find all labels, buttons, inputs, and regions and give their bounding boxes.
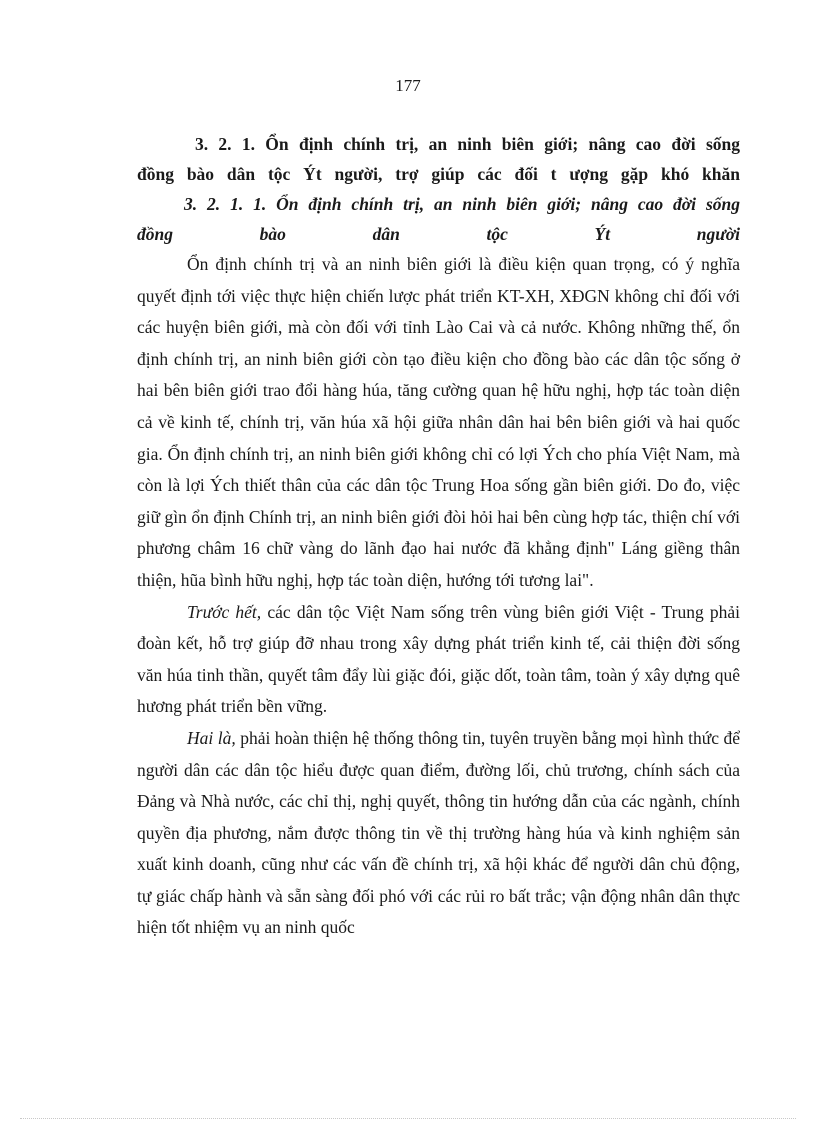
paragraph-2-text: các dân tộc Việt Nam sống trên vùng biên giới Việt - Trung phải đoàn kết, hỗ trợ giúp đỡ nhau trong xây dựng phát triển kinh tế, cải thiện đời sống văn húa tinh thần, quyết tâm đẩy lùi giặc đói, giặc dốt, toàn tâm, toàn ý xây dựng quê hương phát triển bền vững. <box>137 601 741 717</box>
paragraph-3 <box>137 723 740 944</box>
paragraph-2 <box>137 597 740 723</box>
section-heading-line-1: 3. 2. 1. Ổn định chính trị, an ninh biên giới; nâng cao đời sống <box>195 134 740 154</box>
page-body <box>137 129 740 944</box>
paragraph-1 <box>137 249 740 597</box>
footer-divider <box>20 1118 796 1119</box>
subsection-heading-line-2: đồng bào dân tộc Ýt người <box>137 224 740 244</box>
section-heading-line-2: đồng bào dân tộc Ýt người, trợ giúp các đối t ượng gặp khó khăn <box>137 164 740 184</box>
paragraph-2-lead: Trước hết, <box>187 601 262 622</box>
page-number: 177 <box>395 76 421 95</box>
paragraph-3-text: phải hoàn thiện hệ thống thông tin, tuyên truyền bằng mọi hình thức để người dân các dân tộc hiểu được quan điểm, đường lối, chủ trương, chính sách của Đảng và Nhà nước, các chỉ thị, nghị quyết, thông tin hướng dẫn của các ngành, chính quyền địa phương, nắm được thông tin về thị trường hàng húa và kinh nghiệm sản xuất kinh doanh, cũng như các vấn đề chính trị, xã hội khác để người dân chủ động, tự giác chấp hành và sẵn sàng đối phó với các rủi ro bất trắc; vận động nhân dân thực hiện tốt nhiệm vụ an ninh quốc <box>137 727 740 938</box>
subsection-heading-line-1: 3. 2. 1. 1. Ổn định chính trị, an ninh biên giới; nâng cao đời sống <box>184 194 740 214</box>
paragraph-3-lead: Hai là, <box>187 727 236 748</box>
paragraph-1-text: Ổn định chính trị và an ninh biên giới là điều kiện quan trọng, có ý nghĩa quyết định tới việc thực hiện chiến lược phát triển KT-XH, XĐGN không chỉ đối với các huyện biên giới, mà còn đối với tỉnh Lào Cai và cả nước. Không những thế, ổn định chính trị, an ninh biên giới còn tạo điều kiện cho đồng bào các dân tộc sống ở hai bên biên giới trao đổi hàng húa, tăng cường quan hệ hữu nghị, hợp tác toàn diện cả về kinh tế, chính trị, văn húa xã hội giữa nhân dân hai bên biên giới và hai quốc gia. Ổn định chính trị, an ninh biên giới không chỉ có lợi Ých cho phía Việt Nam, mà còn là lợi Ých thiết thân của các dân tộc Trung Hoa sống gần biên giới. Do đo, việc giữ gìn ổn định Chính trị, an ninh biên giới đòi hỏi hai bên cùng hợp tác, thiện chí với phương châm 16 chữ vàng do lãnh đạo hai nước đã khẳng định" Láng giềng thân thiện, hũa bình hữu nghị, hợp tác toàn diện, hướng tới tương lai". <box>137 254 740 590</box>
